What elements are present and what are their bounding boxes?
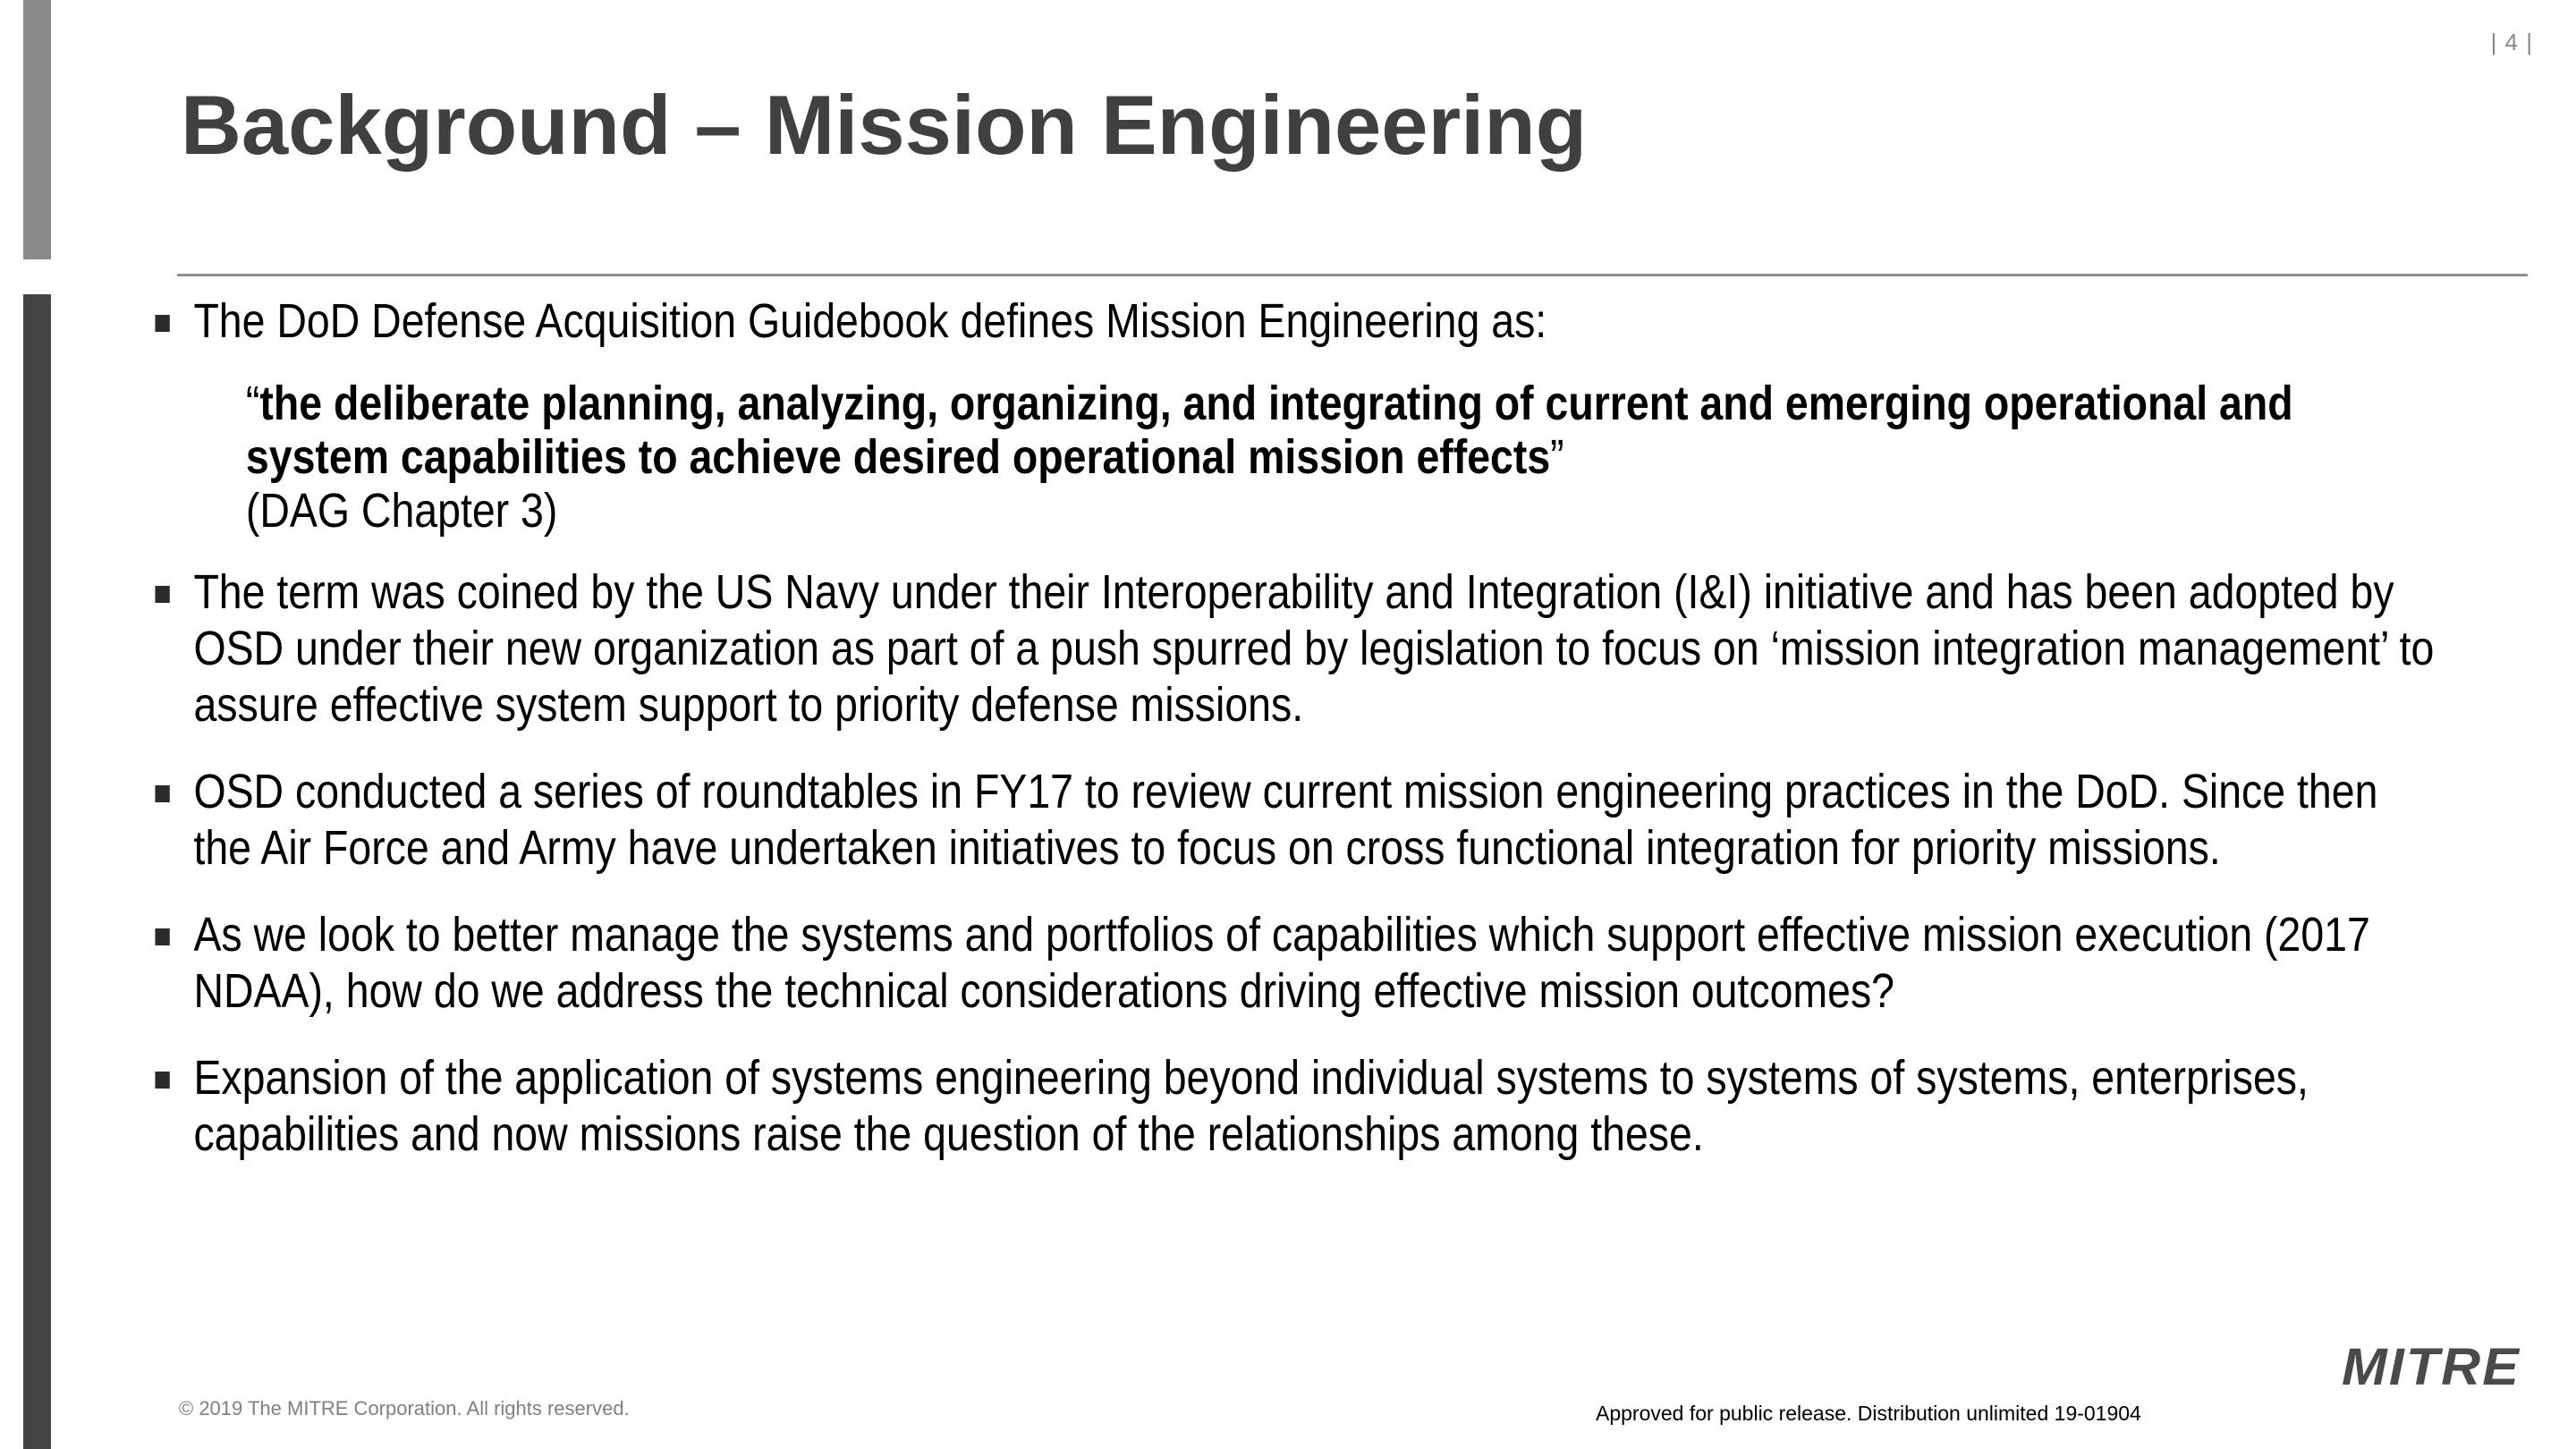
quote-close-mark: ”: [1550, 430, 1564, 484]
bullet-item-5: Expansion of the application of systems engineering beyond individual systems to systems of systems, enterprises, capabilities and now missions raise the question of the relationships among these.: [152, 1050, 2442, 1163]
quote-open-mark: “: [245, 377, 260, 430]
slide-content: [152, 293, 2442, 1193]
slide-title: Background – Mission Engineering: [181, 78, 1588, 172]
release-statement: Approved for public release. Distribution unlimited 19-01904: [1596, 1402, 2141, 1425]
copyright-notice: © 2019 The MITRE Corporation. All rights reserved.: [179, 1397, 630, 1419]
bullet-item-1: The DoD Defense Acquisition Guidebook defines Mission Engineering as:: [152, 293, 2442, 350]
title-divider: [177, 274, 2528, 276]
bullet-item-2: The term was coined by the US Navy under their Interoperability and Integration (I&I) initiative and has been adopted by OSD under their new organization as part of a push spurred by legislation to focus on ‘mission integration management’ to assure effective system support to priority defense missions.: [152, 564, 2442, 733]
definition-quote: [246, 377, 2442, 538]
bullet-item-3: OSD conducted a series of roundtables in FY17 to review current mission engineering practices in the DoD. Since then the Air Force and Army have undertaken initiatives to focus on cross functional integration for priority missions.: [152, 764, 2442, 877]
accent-bar-bottom: [23, 294, 51, 1449]
bullet-item-4: As we look to better manage the systems and portfolios of capabilities which support effective mission execution (2017 NDAA), how do we address the technical considerations driving effective mission outcomes?: [152, 907, 2442, 1020]
mitre-logo: MITRE: [2342, 1338, 2521, 1396]
accent-bar-top: [23, 0, 51, 259]
quote-citation: (DAG Chapter 3): [245, 484, 558, 538]
page-number: | 4 |: [2490, 29, 2533, 55]
quote-text: the deliberate planning, analyzing, organizing, and integrating of current and emerging operational and system capabilities to achieve desired operational mission effects: [245, 377, 2293, 484]
